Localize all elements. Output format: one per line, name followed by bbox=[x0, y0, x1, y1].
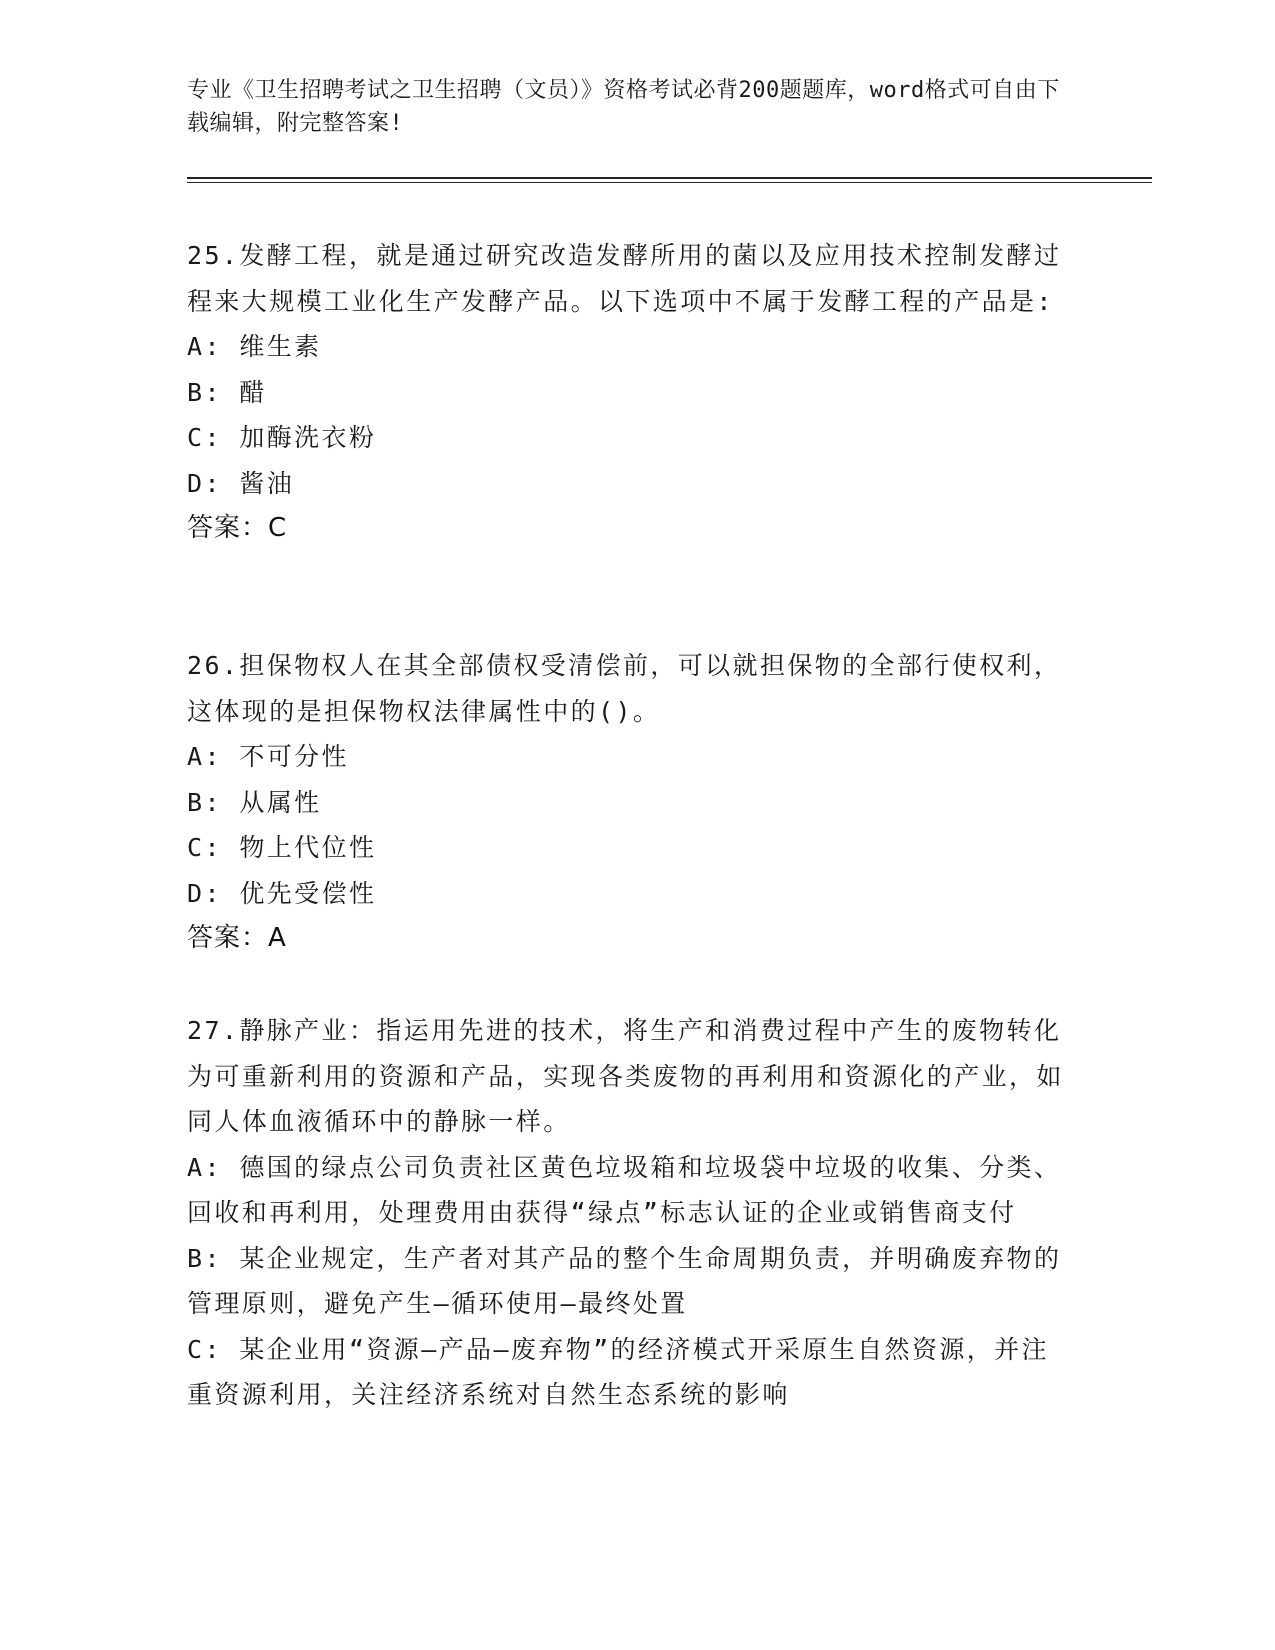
option-d: D: 酱油 bbox=[187, 468, 295, 498]
question-27 bbox=[187, 1008, 1067, 1418]
question-stem: 26.担保物权人在其全部债权受清偿前，可以就担保物的全部行使权利，这体现的是担保物权法律属性中的()。 bbox=[187, 651, 1062, 726]
question-25 bbox=[187, 233, 1067, 552]
option-a: A: 德国的绿点公司负责社区黄色垃圾箱和垃圾袋中垃圾的收集、分类、回收和再利用，处理费用由获得“绿点”标志认证的企业或销售商支付 bbox=[187, 1152, 1062, 1227]
option-b: B: 某企业规定，生产者对其产品的整个生命周期负责，并明确废弃物的管理原则，避免产生—循环使用—最终处置 bbox=[187, 1243, 1062, 1318]
option-b: B: 从属性 bbox=[187, 787, 322, 817]
option-c: C: 某企业用“资源—产品—废弃物”的经济模式开采原生自然资源，并注重资源利用，关注经济系统对自然生态系统的影响 bbox=[187, 1334, 1049, 1409]
document-header: 专业《卫生招聘考试之卫生招聘（文员）》资格考试必背200题题库，word格式可自由下载编辑，附完整答案! bbox=[187, 78, 1060, 136]
question-stem: 25.发酵工程，就是通过研究改造发酵所用的菌以及应用技术控制发酵过程来大规模工业化生产发酵产品。以下选项中不属于发酵工程的产品是: bbox=[187, 241, 1062, 316]
option-a: A: 维生素 bbox=[187, 332, 322, 361]
option-c: C: 加酶洗衣粉 bbox=[187, 423, 377, 452]
question-26 bbox=[187, 643, 1067, 962]
question-answer: 答案：A bbox=[187, 923, 287, 953]
option-b: B: 醋 bbox=[187, 377, 267, 407]
question-stem: 27.静脉产业：指运用先进的技术，将生产和消费过程中产生的废物转化为可重新利用的资源和产品，实现各类废物的再利用和资源化的产业，如同人体血液循环中的静脉一样。 bbox=[187, 1016, 1064, 1136]
header-divider-thin bbox=[187, 182, 1152, 183]
header-divider-thick bbox=[187, 177, 1152, 179]
question-answer: 答案：C bbox=[187, 513, 288, 543]
option-c: C: 物上代位性 bbox=[187, 833, 377, 862]
option-a: A: 不可分性 bbox=[187, 742, 349, 771]
option-d: D: 优先受偿性 bbox=[187, 878, 377, 908]
